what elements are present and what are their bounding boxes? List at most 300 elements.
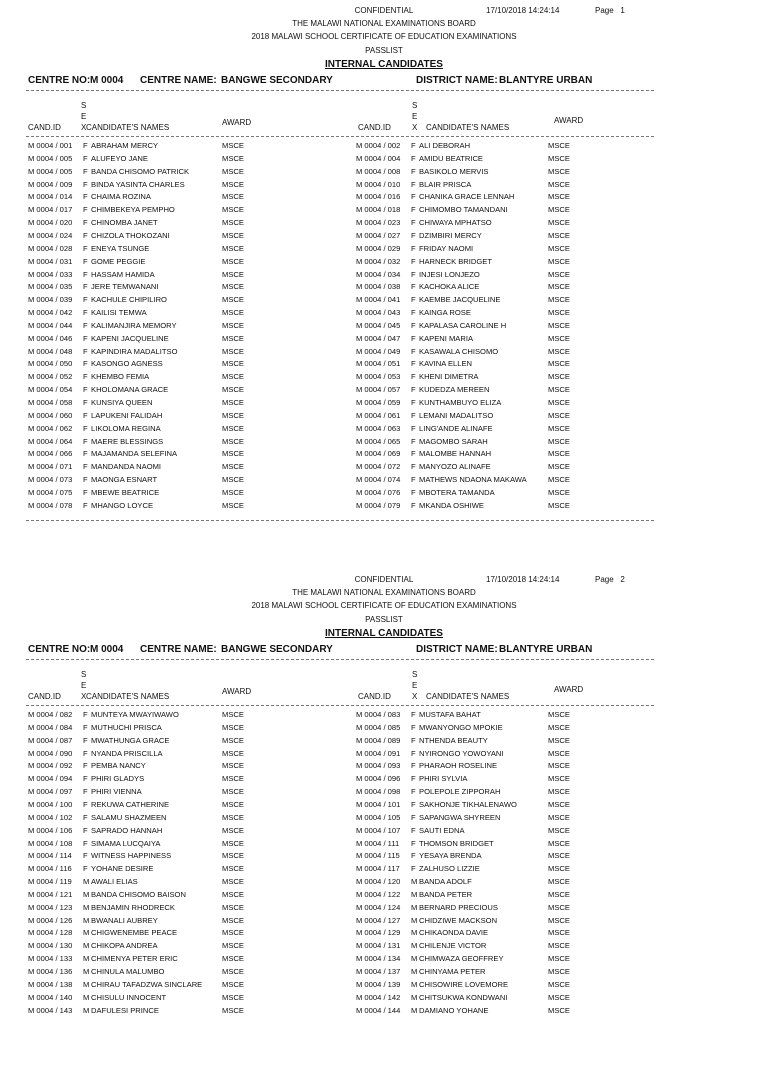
award: MSCE [222,166,244,176]
sex: F [83,282,88,292]
cand-id: M 0004 / 106 [28,825,73,835]
cand-id: M 0004 / 063 [356,423,401,433]
cand-id: M 0004 / 111 [356,838,400,848]
column-header-divider [26,136,654,137]
table-row [28,826,358,837]
award: MSCE [548,475,570,485]
cand-id: M 0004 / 126 [28,915,73,925]
cand-id: M 0004 / 065 [356,436,401,446]
sex: M [411,928,418,938]
cand-id: M 0004 / 010 [356,179,401,189]
candidate-name: CHIKAONDA DAVIE [419,928,489,938]
table-row [28,980,358,991]
table-row [28,424,358,435]
page-indicator [595,6,625,15]
sex: F [411,864,416,874]
candidate-name: LIKOLOMA REGINA [91,423,161,433]
sex: M [83,889,90,899]
table-row [356,270,686,281]
candidate-name: KALIMANJIRA MEMORY [91,320,177,330]
award: MSCE [222,877,244,887]
table-row [28,359,358,370]
table-row [356,257,686,268]
column-header-award: AWARD [222,687,252,696]
cand-id: M 0004 / 130 [28,941,73,951]
table-row [356,488,686,499]
award: MSCE [222,269,244,279]
table-row [356,890,686,901]
cand-id: M 0004 / 098 [356,787,401,797]
award: MSCE [548,320,570,330]
cand-id: M 0004 / 075 [28,487,73,497]
sex: F [411,423,416,433]
sex: F [411,735,416,745]
column-header-sex-letter: X [412,123,418,132]
sex: F [411,851,416,861]
cand-id: M 0004 / 043 [356,308,401,318]
confidential-label: CONFIDENTIAL [354,575,414,584]
cand-id: M 0004 / 059 [356,398,401,407]
page-1 [0,0,768,520]
sex: F [411,308,416,318]
table-row [28,295,358,306]
candidate-name: MATHEWS NDAONA MAKAWA [419,475,527,485]
table-row [356,398,686,409]
sex: F [83,864,88,874]
table-row [356,916,686,927]
award: MSCE [222,851,244,861]
passlist-label: PASSLIST [365,46,403,55]
candidate-name: KAINGA ROSE [419,308,471,318]
candidate-name: GOME PEGGIE [91,256,146,266]
sex: M [83,941,90,951]
candidate-name: ENEYA TSUNGE [91,243,150,253]
table-row [28,723,358,734]
table-row [28,411,358,422]
award: MSCE [548,761,570,771]
cand-id: M 0004 / 144 [356,1005,401,1015]
award: MSCE [548,825,570,835]
award: MSCE [222,915,244,925]
table-row [356,141,686,152]
candidate-name: MUNTEYA MWAYIWAWO [91,710,179,719]
candidate-name: CHISULU INNOCENT [91,992,167,1002]
candidate-name: JERE TEMWANANI [91,282,159,292]
cand-id: M 0004 / 076 [356,487,401,497]
column-header-names: CANDIDATE'S NAMES [426,692,510,701]
award: MSCE [548,256,570,266]
sex: F [411,787,416,797]
sex: F [83,761,88,771]
sex: F [411,166,416,176]
cand-id: M 0004 / 071 [28,462,73,472]
cand-id: M 0004 / 035 [28,282,73,292]
award: MSCE [548,423,570,433]
table-row [28,710,358,721]
sex: F [411,799,416,809]
award: MSCE [548,359,570,369]
cand-id: M 0004 / 100 [28,799,73,809]
sex: M [411,877,418,887]
award: MSCE [222,748,244,758]
sex: M [83,915,90,925]
candidate-name: ABRAHAM MERCY [91,141,159,150]
sex: F [83,774,88,784]
cand-id: M 0004 / 078 [28,500,73,510]
sex: M [411,915,418,925]
sex: F [83,346,88,356]
passlist-label: PASSLIST [365,615,403,624]
table-row [356,941,686,952]
table-row [356,154,686,165]
table-row [356,180,686,191]
column-header-sex-letter: S [81,670,87,679]
table-row [28,993,358,1004]
sex: F [83,722,88,732]
award: MSCE [548,487,570,497]
candidate-name: HASSAM HAMIDA [91,269,155,279]
sex: F [411,410,416,420]
sex: F [83,372,88,382]
table-row [28,449,358,460]
cand-id: M 0004 / 052 [28,372,73,382]
award: MSCE [548,864,570,874]
candidate-name: LING'ANDE ALINAFE [419,423,493,433]
award: MSCE [222,735,244,745]
column-header-award: AWARD [554,116,584,125]
sex: F [83,230,88,240]
candidate-name: SAPANGWA SHYREEN [419,812,501,822]
award: MSCE [222,153,244,163]
sex: M [411,954,418,964]
table-row [28,890,358,901]
cand-id: M 0004 / 124 [356,902,401,912]
cand-id: M 0004 / 101 [356,799,401,809]
cand-id: M 0004 / 050 [28,359,73,369]
column-header-names: CANDIDATE'S NAMES [86,692,170,701]
cand-id: M 0004 / 091 [356,748,401,758]
cand-id: M 0004 / 107 [356,825,401,835]
table-row [28,839,358,850]
sex: F [83,710,88,719]
table-row [356,928,686,939]
table-row [356,462,686,473]
cand-id: M 0004 / 102 [28,812,73,822]
award: MSCE [222,722,244,732]
award: MSCE [222,864,244,874]
table-row [28,141,358,152]
cand-id: M 0004 / 014 [28,192,73,202]
candidate-name: REKUWA CATHERINE [91,799,170,809]
cand-id: M 0004 / 085 [356,722,401,732]
column-header-cand-id: CAND.ID [358,123,391,132]
sex: M [411,902,418,912]
cand-id: M 0004 / 119 [28,877,72,887]
candidate-name: MHANGO LOYCE [91,500,154,510]
candidate-name: LEMANI MADALITSO [419,410,494,420]
table-row [28,231,358,242]
cand-id: M 0004 / 005 [28,153,73,163]
column-header-sex-letter: X [81,123,87,132]
sex: F [411,141,416,150]
candidate-name: MANYOZO ALINAFE [419,462,491,472]
award: MSCE [548,941,570,951]
table-row [356,864,686,875]
sex: F [83,308,88,318]
candidate-name: MWATHUNGA GRACE [91,735,170,745]
page-indicator [595,575,625,584]
board-name: THE MALAWI NATIONAL EXAMINATIONS BOARD [292,588,476,597]
candidate-name: SAKHONJE TIKHALENAWO [419,799,517,809]
sex: M [411,992,418,1002]
cand-id: M 0004 / 089 [356,735,401,745]
cand-id: M 0004 / 082 [28,710,73,719]
candidate-name: NYANDA PRISCILLA [91,748,163,758]
award: MSCE [222,774,244,784]
award: MSCE [222,761,244,771]
page-2 [0,569,768,1089]
centre-no-value: M 0004 [90,644,124,655]
table-row [356,710,686,721]
candidate-name: AWALI ELIAS [91,877,138,887]
candidate-name: CHIKOPA ANDREA [91,941,158,951]
candidate-name: CHIMENYA PETER ERIC [91,954,178,964]
candidate-name: AMIDU BEATRICE [419,153,483,163]
page-end-divider [26,520,654,521]
cand-id: M 0004 / 009 [28,179,73,189]
table-row [356,205,686,216]
candidate-name: ALUFEYO JANE [91,153,148,163]
award: MSCE [548,889,570,899]
table-row [356,501,686,512]
award: MSCE [548,153,570,163]
award: MSCE [548,449,570,459]
cand-id: M 0004 / 057 [356,385,401,395]
cand-id: M 0004 / 096 [356,774,401,784]
table-row [28,761,358,772]
candidate-name: KHEMBO FEMIA [91,372,150,382]
sex: F [83,487,88,497]
candidate-name: CHIMOMBO TAMANDANI [419,205,508,215]
cand-id: M 0004 / 039 [28,295,73,305]
sex: F [83,423,88,433]
cand-id: M 0004 / 042 [28,308,73,318]
candidate-name: KAILISI TEMWA [91,308,147,318]
table-row [356,167,686,178]
candidate-name: FRIDAY NAOMI [419,243,474,253]
table-row [28,192,358,203]
cand-id: M 0004 / 142 [356,992,401,1002]
candidate-name: WITNESS HAPPINESS [91,851,172,861]
candidate-name: YESAYA BRENDA [419,851,482,861]
cand-id: M 0004 / 023 [356,218,401,228]
candidate-name: KACHOKA ALICE [419,282,480,292]
sex: F [411,487,416,497]
cand-id: M 0004 / 093 [356,761,401,771]
page-number: 2 [620,575,625,584]
award: MSCE [222,295,244,305]
candidate-name: BINDA YASINTA CHARLES [91,179,185,189]
sex: M [411,1005,418,1015]
cand-id: M 0004 / 122 [356,889,401,899]
candidate-name: SALAMU SHAZMEEN [91,812,167,822]
candidate-name: BLAIR PRISCA [419,179,472,189]
table-row [28,437,358,448]
table-row [28,398,358,409]
award: MSCE [548,992,570,1002]
candidate-name: MAGOMBO SARAH [419,436,488,446]
candidate-name: MUTHUCHI PRISCA [91,722,162,732]
award: MSCE [548,500,570,510]
page-number: 1 [620,6,625,15]
sex: F [411,346,416,356]
table-row [356,774,686,785]
column-header-sex-letter: X [412,692,418,701]
cand-id: M 0004 / 139 [356,979,401,989]
sex: F [411,333,416,343]
award: MSCE [548,269,570,279]
cand-id: M 0004 / 062 [28,423,73,433]
candidate-name: KASAWALA CHISOMO [419,346,499,356]
table-row [356,723,686,734]
award: MSCE [548,722,570,732]
award: MSCE [548,787,570,797]
award: MSCE [222,889,244,899]
table-row [356,993,686,1004]
award: MSCE [222,385,244,395]
award: MSCE [548,1005,570,1015]
sex: M [411,889,418,899]
candidate-name: KAPENI MARIA [419,333,474,343]
cand-id: M 0004 / 048 [28,346,73,356]
award: MSCE [548,710,570,719]
column-header-award: AWARD [222,118,252,127]
table-row [28,257,358,268]
cand-id: M 0004 / 033 [28,269,73,279]
cand-id: M 0004 / 105 [356,812,401,822]
cand-id: M 0004 / 094 [28,774,73,784]
candidate-name: PHIRI SYLVIA [419,774,468,784]
award: MSCE [222,941,244,951]
candidate-name: THOMSON BRIDGET [419,838,494,848]
cand-id: M 0004 / 008 [356,166,401,176]
table-row [28,749,358,760]
award: MSCE [222,787,244,797]
column-header-sex-letter: E [412,112,418,121]
candidate-name: BASIKOLO MERVIS [419,166,489,176]
table-row [356,826,686,837]
award: MSCE [222,359,244,369]
candidate-name: MBEWE BEATRICE [91,487,160,497]
award: MSCE [548,218,570,228]
cand-id: M 0004 / 121 [28,889,73,899]
cand-id: M 0004 / 114 [28,851,72,861]
candidate-name: INJESI LONJEZO [419,269,480,279]
column-header-sex-letter: S [412,101,418,110]
table-row [28,385,358,396]
cand-id: M 0004 / 066 [28,449,73,459]
table-row [28,334,358,345]
cand-id: M 0004 / 127 [356,915,401,925]
cand-id: M 0004 / 038 [356,282,401,292]
table-row [28,488,358,499]
award: MSCE [222,979,244,989]
award: MSCE [548,192,570,202]
sex: M [83,877,90,887]
column-header-cand-id: CAND.ID [28,692,61,701]
cand-id: M 0004 / 131 [356,941,401,951]
table-row [28,877,358,888]
table-row [356,295,686,306]
award: MSCE [222,179,244,189]
candidate-name: MAONGA ESNART [91,475,158,485]
sex: F [411,256,416,266]
award: MSCE [222,372,244,382]
award: MSCE [222,462,244,472]
candidate-name: PEMBA NANCY [91,761,146,771]
table-row [356,192,686,203]
sex: F [411,761,416,771]
column-header-cand-id: CAND.ID [28,123,61,132]
cand-id: M 0004 / 054 [28,385,73,395]
candidate-name: CHIZOLA THOKOZANI [91,230,170,240]
sex: F [83,243,88,253]
candidate-name: SIMAMA LUCQAIYA [91,838,161,848]
candidate-name: BANDA ADOLF [419,877,472,887]
centre-name-value: BANGWE SECONDARY [221,644,333,655]
sex: F [411,449,416,459]
cand-id: M 0004 / 046 [28,333,73,343]
candidate-name: NYIRONGO YOWOYANI [419,748,504,758]
sex: F [83,256,88,266]
table-row [28,864,358,875]
table-row [28,205,358,216]
table-row [356,424,686,435]
table-row [28,244,358,255]
table-row [28,800,358,811]
award: MSCE [548,179,570,189]
centre-no-label: CENTRE NO: [28,75,91,86]
sex: F [411,269,416,279]
candidate-name: MALOMBE HANNAH [419,449,492,459]
award: MSCE [222,205,244,215]
sex: F [83,735,88,745]
sex: F [411,192,416,202]
cand-id: M 0004 / 083 [356,710,401,719]
table-row [28,462,358,473]
table-row [28,774,358,785]
candidate-name: KAPINDIRA MADALITSO [91,346,178,356]
cand-id: M 0004 / 073 [28,475,73,485]
candidate-name: HARNECK BRIDGET [419,256,492,266]
candidate-name: CHAIMA ROZINA [91,192,151,202]
column-header-sex-letter: X [81,692,87,701]
sex: M [83,967,90,976]
column-header-sex-letter: E [81,681,87,690]
candidate-name: KAPALASA CAROLINE H [419,320,507,330]
award: MSCE [222,410,244,420]
candidate-name: PHIRI VIENNA [91,787,142,797]
award: MSCE [222,141,244,150]
sex: F [411,205,416,215]
sex: F [411,153,416,163]
cand-id: M 0004 / 001 [28,141,73,150]
award: MSCE [222,838,244,848]
sex: M [83,1005,90,1015]
cand-id: M 0004 / 049 [356,346,401,356]
candidate-name: BERNARD PRECIOUS [419,902,498,912]
candidate-name: SAUTI EDNA [419,825,465,835]
